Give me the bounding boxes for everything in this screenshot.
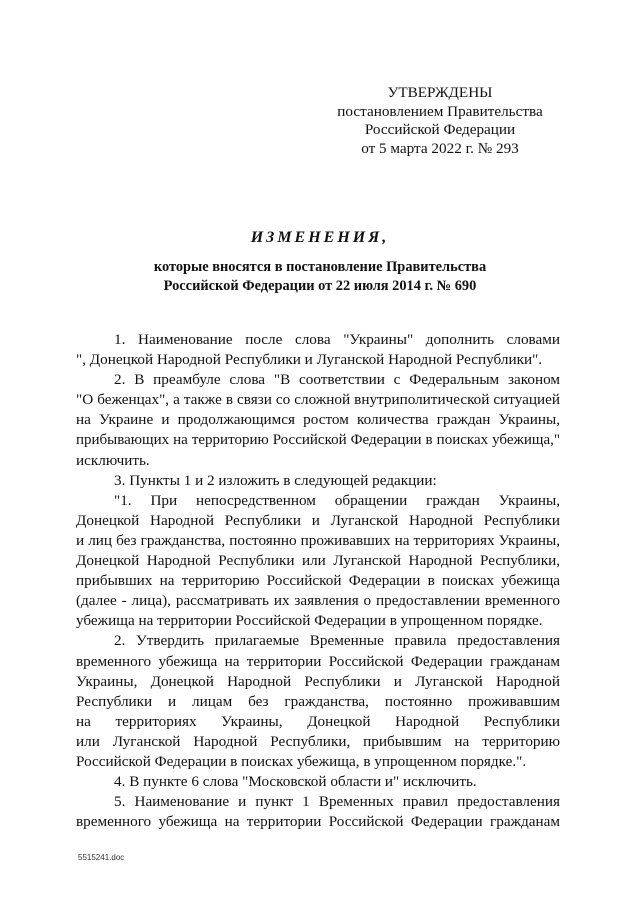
- body-line: Донецкой Народной Республики или Луганской Народной Республики,: [76, 552, 560, 570]
- body-line: "1. При непосредственном обращении граждан Украины,: [114, 491, 560, 509]
- approved-line-1: постановлением Правительства: [337, 102, 543, 120]
- body-line: Республики и лицам без гражданства, постоянно проживавшим: [76, 692, 560, 710]
- body-line: временного убежища на территории Российской Федерации гражданам: [76, 652, 560, 670]
- body-line: убежища на территории Российской Федерации в упрощенном порядке.: [76, 612, 543, 630]
- body-line: Российской Федерации в поисках убежища, в упрощенном порядке.".: [76, 752, 527, 770]
- approval-block: [330, 84, 550, 158]
- approved-line-3: от 5 марта 2022 г. № 293: [361, 139, 519, 157]
- subtitle-line-1: которые вносятся в постановление Правительства: [153, 259, 487, 275]
- body-line: (далее - лица), рассматривать их заявления о предоставлении временного: [76, 592, 560, 610]
- approved-heading: УТВЕРЖДЕНЫ: [387, 84, 493, 101]
- document-subtitle: [0, 258, 640, 295]
- body-line: и лиц без гражданства, постоянно проживавших на территориях Украины,: [76, 531, 560, 549]
- body-line: 2. В преамбуле слова "В соответствии с Федеральным законом: [114, 371, 560, 389]
- body-line: на территориях Украины, Донецкой Народной Республики: [76, 712, 560, 730]
- body-line: на Украине и продолжающимся ростом количества граждан Украины,: [76, 411, 560, 429]
- body-line: или Луганской Народной Республики, прибывшим на территорию: [76, 732, 560, 750]
- body-line: Донецкой Народной Республики и Луганской Народной Республики: [76, 511, 560, 529]
- body-line: прибывших на территорию Российской Федерации в поисках убежища: [76, 572, 560, 590]
- document-body: [76, 330, 560, 832]
- subtitle-line-2: Российской Федерации от 22 июля 2014 г. № 690: [163, 277, 477, 294]
- body-line: ", Донецкой Народной Республики и Луганской Народной Республики".: [76, 351, 543, 369]
- document-file-id: 5515241.doc: [78, 853, 125, 862]
- document-title: ИЗМЕНЕНИЯ,: [250, 229, 390, 246]
- body-line: временного убежища на территории Российской Федерации гражданам: [76, 813, 560, 831]
- body-line: 2. Утвердить прилагаемые Временные правила предоставления: [114, 632, 560, 650]
- approved-line-2: Российской Федерации: [364, 121, 516, 138]
- body-line: исключить.: [76, 451, 150, 469]
- body-line: "О беженцах", а также в связи со сложной внутриполитической ситуацией: [76, 391, 560, 409]
- body-line: 4. В пункте 6 слова "Московской области и" исключить.: [114, 773, 477, 791]
- body-line: 5. Наименование и пункт 1 Временных правил предоставления: [114, 793, 560, 811]
- body-line: 1. Наименование после слова "Украины" дополнить словами: [114, 331, 560, 348]
- body-line: 3. Пункты 1 и 2 изложить в следующей редакции:: [114, 471, 437, 489]
- body-line: Украины, Донецкой Народной Республики и Луганской Народной: [76, 672, 560, 690]
- body-line: прибывающих на территорию Российской Федерации в поисках убежища,": [76, 432, 560, 449]
